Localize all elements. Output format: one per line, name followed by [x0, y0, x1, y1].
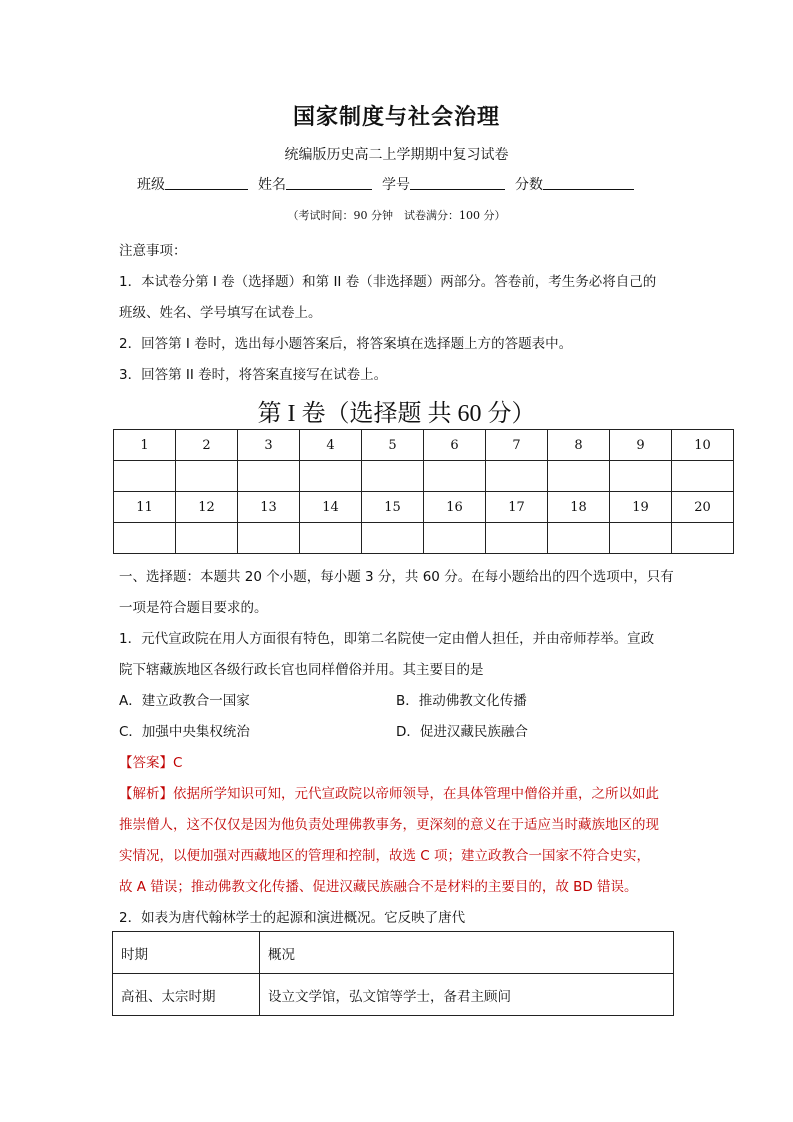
answer-grid	[113, 429, 734, 554]
score-blank[interactable]	[543, 174, 634, 190]
answer-grid-number: 2	[176, 430, 238, 461]
page-title: 国家制度与社会治理	[292, 105, 500, 130]
answer-cell[interactable]	[238, 461, 300, 492]
notes-item-1-line-1: 1．本试卷分第 I 卷（选择题）和第 II 卷（非选择题）两部分。答卷前，考生务必将自己的	[119, 274, 657, 290]
answer-cell[interactable]	[610, 523, 672, 554]
q1-stem-line-1: 1．元代宣政院在用人方面很有特色，即第二名院使一定由僧人担任，并由帝师荐举。宣政	[119, 631, 655, 647]
table-cell-overview: 设立文学馆，弘文馆等学士，备君主顾问	[260, 974, 674, 1016]
q1-analysis-line-2: 推崇僧人，这不仅仅是因为他负责处理佛教事务，更深刻的意义在于适应当时藏族地区的现	[119, 817, 659, 833]
answer-cell[interactable]	[424, 461, 486, 492]
student-id-label: 学号	[382, 177, 410, 193]
answer-grid-answers-row-2	[114, 523, 734, 554]
student-info-line	[137, 174, 644, 194]
q2-stem: 2．如表为唐代翰林学士的起源和演进概况。它反映了唐代	[119, 910, 466, 926]
answer-cell[interactable]	[486, 523, 548, 554]
answer-tag: 【答案】	[119, 755, 173, 771]
answer-grid-number: 4	[300, 430, 362, 461]
answer-grid-number: 1	[114, 430, 176, 461]
answer-cell[interactable]	[300, 523, 362, 554]
notes-item-3: 3．回答第 II 卷时，将答案直接写在试卷上。	[119, 367, 388, 383]
q2-table	[112, 931, 674, 1016]
analysis-text: 依据所学知识可知，元代宣政院以帝师领导，在具体管理中僧俗并重，之所以如此	[173, 786, 659, 802]
name-label: 姓名	[258, 177, 286, 193]
q1-option-b: B．推动佛教文化传播	[396, 693, 527, 709]
answer-cell[interactable]	[486, 461, 548, 492]
answer-cell[interactable]	[672, 461, 734, 492]
class-blank[interactable]	[165, 174, 248, 190]
notes-item-1-line-2: 班级、姓名、学号填写在试卷上。	[119, 305, 322, 321]
answer-grid-number: 18	[548, 492, 610, 523]
q1-answer	[119, 751, 182, 771]
q1-option-a: A．建立政教合一国家	[119, 693, 250, 709]
answer-grid-number: 20	[672, 492, 734, 523]
page-subtitle: 统编版历史高二上学期期中复习试卷	[284, 147, 509, 163]
answer-grid-number: 11	[114, 492, 176, 523]
table-header-period: 时期	[113, 932, 260, 974]
answer-grid-number: 9	[610, 430, 672, 461]
answer-cell[interactable]	[114, 523, 176, 554]
table-header-overview: 概况	[260, 932, 674, 974]
answer-grid-number: 17	[486, 492, 548, 523]
table-row	[113, 974, 674, 1016]
answer-cell[interactable]	[176, 461, 238, 492]
q1-stem-line-2: 院下辖藏族地区各级行政长官也同样僧俗并用。其主要目的是	[119, 662, 484, 678]
q1-option-c: C．加强中央集权统治	[119, 724, 250, 740]
table-cell-period: 高祖、太宗时期	[113, 974, 260, 1016]
analysis-tag: 【解析】	[119, 786, 173, 802]
answer-grid-number: 6	[424, 430, 486, 461]
student-id-blank[interactable]	[410, 174, 505, 190]
answer-value: C	[173, 755, 183, 771]
answer-grid-numbers-row-2	[114, 492, 734, 523]
q1-option-d: D．促进汉藏民族融合	[396, 724, 528, 740]
answer-cell[interactable]	[362, 523, 424, 554]
answer-cell[interactable]	[424, 523, 486, 554]
answer-grid-number: 12	[176, 492, 238, 523]
answer-cell[interactable]	[672, 523, 734, 554]
answer-grid-number: 14	[300, 492, 362, 523]
answer-cell[interactable]	[610, 461, 672, 492]
answer-grid-number: 13	[238, 492, 300, 523]
answer-grid-number: 10	[672, 430, 734, 461]
score-label: 分数	[515, 177, 543, 193]
answer-grid-number: 19	[610, 492, 672, 523]
q1-analysis-line-4: 故 A 错误；推动佛教文化传播、促进汉藏民族融合不是材料的主要目的，故 BD 错误。	[119, 879, 638, 895]
section-1-title: 第 I 卷（选择题 共 60 分）	[257, 401, 536, 427]
answer-cell[interactable]	[548, 523, 610, 554]
notes-heading: 注意事项：	[119, 243, 187, 259]
answer-grid-answers-row-1	[114, 461, 734, 492]
exam-time-note: （考试时间：90 分钟 试卷满分：100 分）	[287, 209, 506, 222]
answer-cell[interactable]	[114, 461, 176, 492]
instructions-line-2: 一项是符合题目要求的。	[119, 600, 268, 616]
answer-grid-number: 3	[238, 430, 300, 461]
answer-cell[interactable]	[238, 523, 300, 554]
class-label: 班级	[137, 177, 165, 193]
name-blank[interactable]	[286, 174, 372, 190]
answer-cell[interactable]	[300, 461, 362, 492]
answer-grid-number: 15	[362, 492, 424, 523]
notes-item-2: 2．回答第 I 卷时，选出每小题答案后，将答案填在选择题上方的答题表中。	[119, 336, 573, 352]
instructions-line-1: 一、选择题：本题共 20 个小题，每小题 3 分，共 60 分。在每小题给出的四个选项中，只有	[119, 569, 674, 585]
answer-grid-number: 8	[548, 430, 610, 461]
answer-cell[interactable]	[548, 461, 610, 492]
answer-cell[interactable]	[362, 461, 424, 492]
answer-grid-numbers-row-1	[114, 430, 734, 461]
q1-analysis-line-1	[119, 782, 659, 802]
q1-analysis-line-3: 实情况，以便加强对西藏地区的管理和控制，故选 C 项；建立政教合一国家不符合史实，	[119, 848, 651, 864]
answer-cell[interactable]	[176, 523, 238, 554]
table-header-row	[113, 932, 674, 974]
answer-grid-number: 16	[424, 492, 486, 523]
answer-grid-number: 7	[486, 430, 548, 461]
answer-grid-number: 5	[362, 430, 424, 461]
